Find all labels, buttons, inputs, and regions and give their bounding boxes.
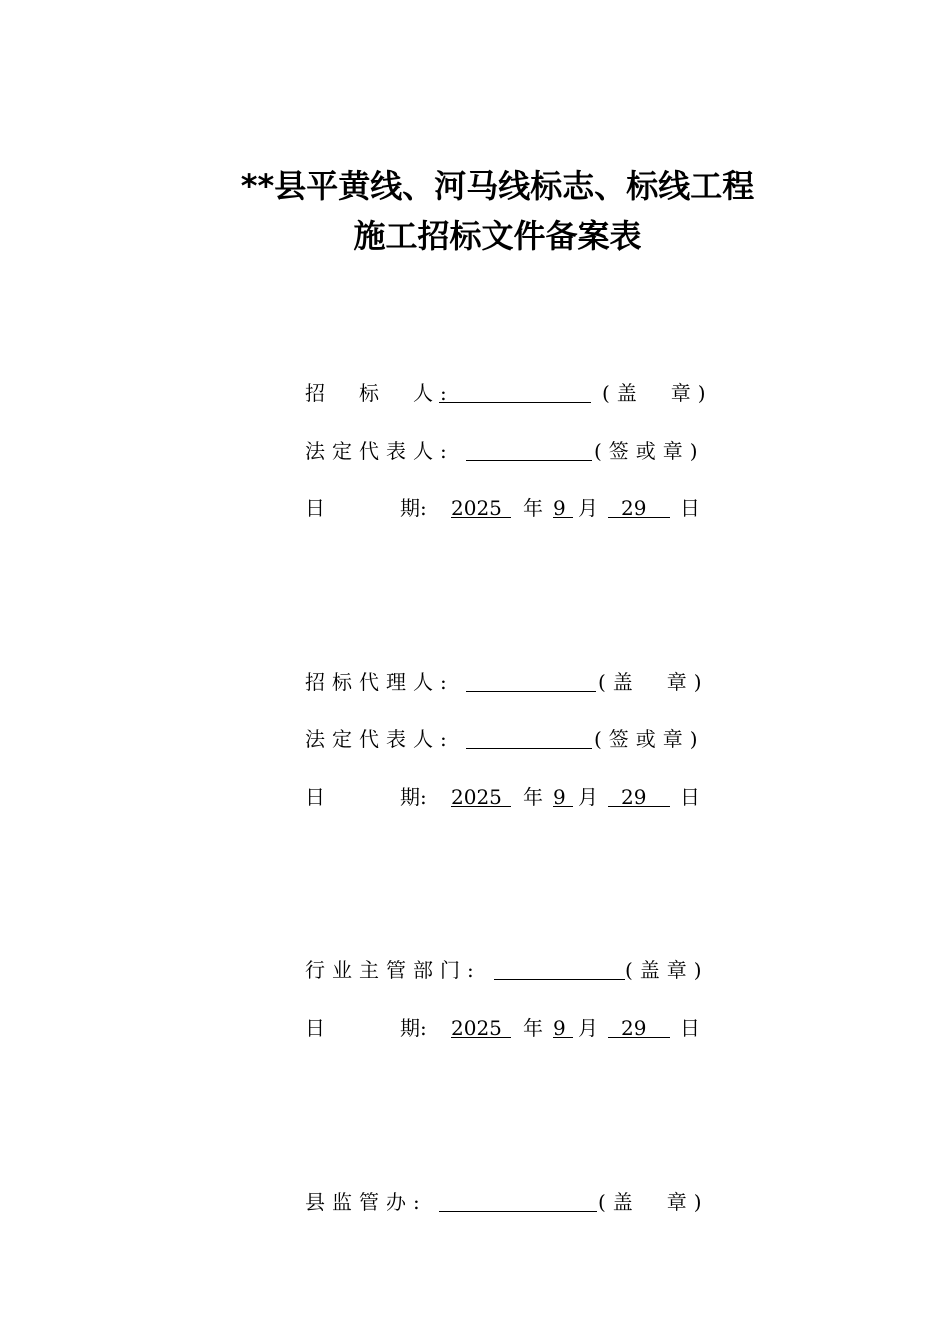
date-day-unit: 日 [680, 1016, 700, 1040]
tenderer-date-row [305, 493, 705, 523]
supervision-label: 县监管办: [305, 1190, 427, 1214]
authority-signature-line [494, 979, 625, 980]
agent-signature-line [466, 691, 596, 692]
authority-date-row [305, 1013, 705, 1043]
tenderer-rep-signature-line [466, 460, 592, 461]
date-label-char-1: 日 [305, 785, 325, 809]
date-month-unit: 月 [578, 1016, 598, 1040]
date-year: 2025 [451, 496, 502, 520]
date-label-char-2: 期: [400, 1016, 427, 1040]
date-month-underline [553, 806, 573, 807]
tenderer-row [305, 378, 713, 408]
date-year: 2025 [451, 1016, 502, 1040]
tenderer-signature-line [439, 402, 591, 403]
supervision-row [305, 1187, 709, 1217]
date-year: 2025 [451, 785, 502, 809]
date-year-unit: 年 [523, 785, 543, 809]
agent-rep-label: 法定代表人: [305, 727, 454, 751]
supervision-stamp-note: (盖 章) [598, 1190, 709, 1214]
date-year-unit: 年 [523, 496, 543, 520]
date-day-unit: 日 [680, 496, 700, 520]
agent-rep-row [305, 724, 705, 754]
date-month-unit: 月 [578, 785, 598, 809]
tenderer-rep-label: 法定代表人: [305, 439, 454, 463]
date-day-underline [608, 806, 670, 807]
authority-label: 行业主管部门: [305, 958, 481, 982]
date-month-underline [553, 1037, 573, 1038]
date-label-char-1: 日 [305, 496, 325, 520]
date-year-underline [451, 517, 511, 518]
document-title-line-2: 施工招标文件备案表 [353, 217, 642, 255]
tenderer-stamp-note: (盖 章) [602, 381, 713, 405]
agent-rep-stamp-note: (签或章) [594, 727, 705, 751]
tenderer-rep-stamp-note: (签或章) [594, 439, 705, 463]
date-month: 9 [553, 785, 566, 809]
tenderer-rep-row [305, 436, 705, 466]
tenderer-label: 招 标 人: [305, 381, 454, 405]
date-month-unit: 月 [578, 496, 598, 520]
date-year-underline [451, 806, 511, 807]
date-month-underline [553, 517, 573, 518]
agent-label: 招标代理人: [305, 670, 454, 694]
agent-stamp-note: (盖 章) [598, 670, 709, 694]
date-day: 29 [621, 496, 647, 520]
agent-row [305, 667, 709, 697]
agent-rep-signature-line [466, 748, 592, 749]
date-day-unit: 日 [680, 785, 700, 809]
document-title-line-1: **县平黄线、河马线标志、标线工程 [240, 167, 755, 205]
date-day: 29 [621, 785, 647, 809]
date-month: 9 [553, 1016, 566, 1040]
date-month: 9 [553, 496, 566, 520]
date-year-underline [451, 1037, 511, 1038]
authority-row [305, 955, 709, 985]
date-day-underline [608, 517, 670, 518]
date-day-underline [608, 1037, 670, 1038]
agent-date-row [305, 782, 705, 812]
date-label-char-2: 期: [400, 496, 427, 520]
authority-stamp-note: (盖章) [625, 958, 709, 982]
supervision-signature-line [439, 1211, 597, 1212]
date-day: 29 [621, 1016, 647, 1040]
date-label-char-1: 日 [305, 1016, 325, 1040]
date-label-char-2: 期: [400, 785, 427, 809]
date-year-unit: 年 [523, 1016, 543, 1040]
